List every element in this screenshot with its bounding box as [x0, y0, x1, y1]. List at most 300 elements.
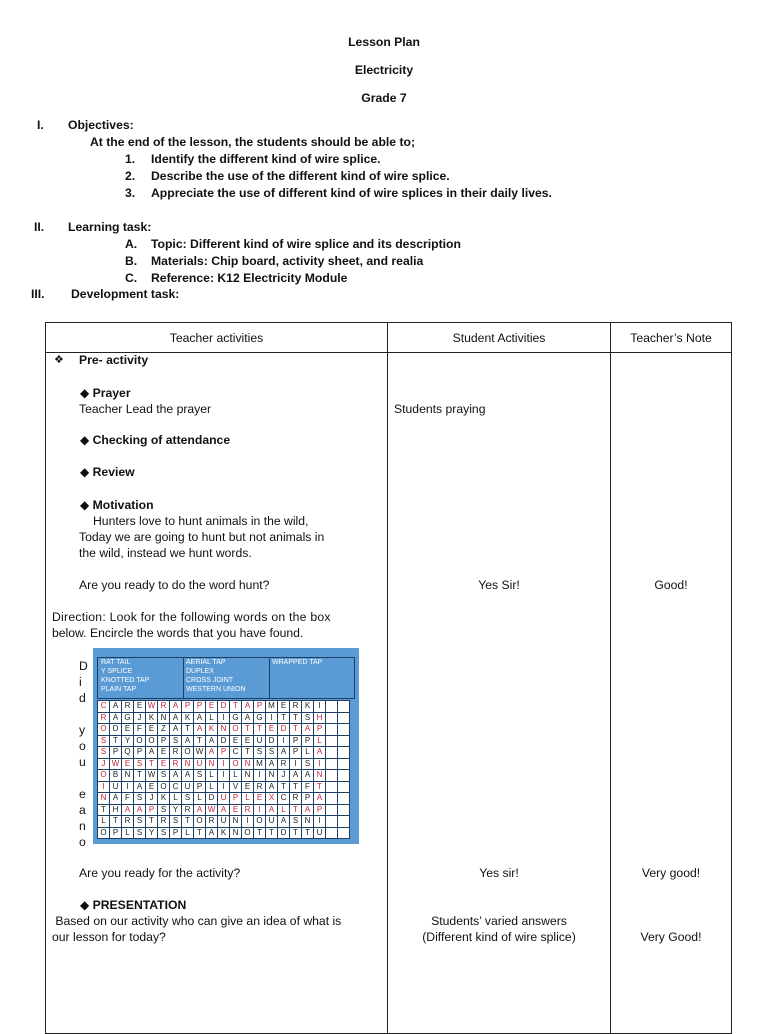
- grid-letter: F: [134, 724, 146, 736]
- grid-letter: L: [278, 805, 290, 817]
- header-teacher-activities: Teacher activities: [46, 323, 388, 353]
- grid-letter: T: [182, 816, 194, 828]
- objective-text: Appreciate the use of different kind of wire splices in their daily lives.: [151, 186, 552, 200]
- grid-letter: R: [170, 759, 182, 771]
- question-word-hunt: Are you ready to do the word hunt?: [79, 578, 270, 592]
- grid-letter: [338, 736, 350, 748]
- grid-letter: C: [98, 701, 110, 713]
- grid-letter: O: [194, 816, 206, 828]
- doc-title: Lesson Plan: [348, 35, 420, 49]
- grid-letter: L: [206, 782, 218, 794]
- grid-letter: R: [98, 713, 110, 725]
- grid-letter: [326, 736, 338, 748]
- grid-letter: [338, 770, 350, 782]
- grid-letter: A: [266, 759, 278, 771]
- grid-letter: C: [230, 747, 242, 759]
- grid-letter: A: [206, 736, 218, 748]
- grid-letter: R: [122, 701, 134, 713]
- grid-letter: O: [158, 782, 170, 794]
- grid-letter: U: [218, 816, 230, 828]
- grid-letter: A: [146, 747, 158, 759]
- diamond-bullet-icon: ◆: [80, 498, 90, 512]
- grid-letter: N: [182, 759, 194, 771]
- grid-letter: L: [194, 793, 206, 805]
- word-list-column: [183, 658, 270, 698]
- grid-letter: E: [158, 759, 170, 771]
- hidden-letter: i: [79, 675, 82, 689]
- grid-letter: A: [242, 713, 254, 725]
- grid-letter: A: [194, 805, 206, 817]
- grid-letter: I: [254, 770, 266, 782]
- learning-item: Topic: Different kind of wire splice and its description: [151, 237, 461, 251]
- diamond-bullet-icon: ◆: [80, 386, 90, 400]
- note-very-good-2: Very Good!: [640, 930, 702, 944]
- grid-letter: R: [122, 816, 134, 828]
- grid-letter: T: [290, 805, 302, 817]
- grid-letter: S: [134, 816, 146, 828]
- grid-letter: A: [182, 770, 194, 782]
- grid-letter: I: [242, 816, 254, 828]
- grid-letter: L: [242, 793, 254, 805]
- grid-letter: [338, 759, 350, 771]
- learning-letter: B.: [125, 254, 138, 268]
- direction-line: below. Encircle the words that you have found.: [52, 626, 304, 640]
- grid-letter: [338, 713, 350, 725]
- word-search-puzzle: [93, 648, 359, 844]
- student-yes-2: Yes sir!: [479, 866, 519, 880]
- grid-letter: [338, 701, 350, 713]
- grid-letter: A: [218, 805, 230, 817]
- grid-letter: U: [110, 782, 122, 794]
- grid-letter: I: [314, 759, 326, 771]
- word-list-column: [269, 658, 354, 698]
- grid-letter: P: [170, 828, 182, 840]
- grid-letter: R: [254, 782, 266, 794]
- grid-letter: T: [290, 782, 302, 794]
- grid-letter: E: [266, 724, 278, 736]
- objectives-intro: At the end of the lesson, the students should be able to;: [90, 135, 416, 149]
- grid-letter: S: [302, 713, 314, 725]
- grid-letter: P: [230, 793, 242, 805]
- grid-letter: T: [110, 816, 122, 828]
- grid-letter: [338, 805, 350, 817]
- grid-letter: O: [254, 816, 266, 828]
- grid-letter: P: [314, 805, 326, 817]
- grid-letter: [326, 701, 338, 713]
- hidden-letter: u: [79, 755, 86, 769]
- grid-letter: N: [218, 724, 230, 736]
- grid-letter: T: [290, 724, 302, 736]
- grid-letter: D: [218, 736, 230, 748]
- grid-letter: S: [158, 828, 170, 840]
- learning-letter: A.: [125, 237, 138, 251]
- grid-letter: C: [170, 782, 182, 794]
- grid-letter: R: [206, 816, 218, 828]
- grid-letter: E: [230, 805, 242, 817]
- grid-letter: [338, 782, 350, 794]
- grid-letter: I: [314, 816, 326, 828]
- grid-letter: M: [266, 701, 278, 713]
- grid-letter: W: [194, 747, 206, 759]
- grid-letter: G: [230, 713, 242, 725]
- grid-letter: O: [242, 828, 254, 840]
- grid-letter: D: [278, 828, 290, 840]
- grid-letter: M: [254, 759, 266, 771]
- grid-letter: S: [194, 770, 206, 782]
- grid-letter: [326, 724, 338, 736]
- grid-letter: R: [158, 701, 170, 713]
- grid-letter: A: [110, 713, 122, 725]
- student-yes-1: Yes Sir!: [478, 578, 520, 592]
- grid-letter: T: [242, 747, 254, 759]
- grid-letter: S: [134, 828, 146, 840]
- grid-letter: I: [290, 759, 302, 771]
- grid-letter: T: [290, 828, 302, 840]
- grid-letter: L: [182, 828, 194, 840]
- grid-letter: N: [314, 770, 326, 782]
- grid-letter: T: [194, 828, 206, 840]
- grid-letter: A: [134, 782, 146, 794]
- grid-letter: T: [134, 770, 146, 782]
- grid-letter: T: [110, 736, 122, 748]
- grid-letter: O: [134, 736, 146, 748]
- grid-letter: S: [158, 770, 170, 782]
- grid-letter: N: [242, 770, 254, 782]
- development-numeral: III.: [31, 287, 45, 301]
- grid-letter: E: [230, 736, 242, 748]
- grid-letter: A: [110, 701, 122, 713]
- grid-letter: Y: [170, 805, 182, 817]
- objective-text: Identify the different kind of wire splice.: [151, 152, 381, 166]
- grid-letter: P: [218, 747, 230, 759]
- grid-letter: I: [218, 770, 230, 782]
- grid-letter: [326, 770, 338, 782]
- grid-letter: T: [146, 759, 158, 771]
- doc-subject: Electricity: [354, 63, 414, 77]
- grid-letter: O: [98, 828, 110, 840]
- grid-letter: D: [266, 736, 278, 748]
- motivation-line: Today we are going to hunt but not animals in: [79, 530, 325, 544]
- hidden-letter: n: [79, 819, 86, 833]
- grid-letter: S: [134, 759, 146, 771]
- grid-letter: J: [146, 793, 158, 805]
- grid-letter: U: [194, 759, 206, 771]
- development-heading: Development task:: [71, 287, 180, 301]
- grid-letter: K: [158, 793, 170, 805]
- grid-letter: A: [170, 713, 182, 725]
- grid-letter: O: [146, 736, 158, 748]
- objective-text: Describe the use of the different kind of wire splice.: [151, 169, 450, 183]
- grid-letter: E: [278, 701, 290, 713]
- grid-letter: Q: [122, 747, 134, 759]
- word-list-item: KNOTTED TAP: [101, 677, 150, 684]
- grid-letter: P: [110, 828, 122, 840]
- word-list-item: Y SPLICE: [101, 668, 133, 675]
- grid-letter: [326, 828, 338, 840]
- grid-letter: [326, 805, 338, 817]
- grid-letter: N: [242, 759, 254, 771]
- grid-letter: T: [242, 724, 254, 736]
- grid-letter: T: [302, 828, 314, 840]
- objectives-heading: Objectives:: [68, 118, 134, 132]
- motivation-line: the wild, instead we hunt words.: [79, 546, 252, 560]
- grid-letter: L: [206, 713, 218, 725]
- grid-letter: E: [242, 782, 254, 794]
- grid-letter: Z: [158, 724, 170, 736]
- grid-letter: I: [98, 782, 110, 794]
- grid-letter: A: [206, 828, 218, 840]
- grid-letter: T: [146, 816, 158, 828]
- word-list-item: AERIAL TAP: [186, 659, 226, 666]
- grid-letter: S: [170, 816, 182, 828]
- objective-num: 2.: [125, 169, 136, 183]
- grid-letter: D: [206, 793, 218, 805]
- grid-letter: T: [254, 724, 266, 736]
- header-teachers-note: Teacher’s Note: [611, 323, 732, 353]
- grid-letter: S: [182, 793, 194, 805]
- grid-letter: K: [146, 713, 158, 725]
- grid-letter: T: [290, 713, 302, 725]
- grid-letter: P: [146, 805, 158, 817]
- grid-letter: O: [98, 724, 110, 736]
- word-list-item: WRAPPED TAP: [272, 659, 323, 666]
- diamond-bullet-icon: ◆: [80, 433, 90, 447]
- prayer-text: Teacher Lead the prayer: [79, 402, 212, 416]
- prayer-heading: Prayer: [92, 386, 131, 400]
- grid-letter: S: [134, 793, 146, 805]
- grid-letter: E: [158, 747, 170, 759]
- grid-letter: A: [182, 736, 194, 748]
- hidden-letter: o: [79, 739, 86, 753]
- grid-letter: N: [302, 816, 314, 828]
- grid-letter: E: [242, 736, 254, 748]
- grid-letter: T: [278, 782, 290, 794]
- grid-letter: [338, 747, 350, 759]
- grid-letter: T: [182, 724, 194, 736]
- grid-letter: A: [266, 805, 278, 817]
- grid-letter: W: [146, 701, 158, 713]
- doc-grade: Grade 7: [361, 91, 407, 105]
- grid-letter: J: [278, 770, 290, 782]
- word-list-item: PLAIN TAP: [101, 686, 137, 693]
- grid-letter: A: [170, 701, 182, 713]
- grid-letter: D: [278, 724, 290, 736]
- attendance-heading: Checking of attendance: [92, 433, 231, 447]
- grid-letter: N: [266, 770, 278, 782]
- grid-letter: N: [230, 816, 242, 828]
- hidden-letter: a: [79, 803, 86, 817]
- grid-letter: W: [146, 770, 158, 782]
- grid-letter: H: [110, 805, 122, 817]
- grid-letter: U: [266, 816, 278, 828]
- grid-letter: A: [302, 770, 314, 782]
- grid-letter: P: [290, 747, 302, 759]
- grid-letter: R: [278, 759, 290, 771]
- grid-letter: A: [302, 805, 314, 817]
- grid-letter: S: [98, 747, 110, 759]
- learning-item: Reference: K12 Electricity Module: [151, 271, 348, 285]
- grid-letter: W: [110, 759, 122, 771]
- word-list-column: [98, 658, 184, 698]
- grid-letter: R: [158, 816, 170, 828]
- grid-letter: R: [290, 793, 302, 805]
- grid-letter: D: [218, 701, 230, 713]
- grid-letter: I: [314, 701, 326, 713]
- grid-letter: D: [110, 724, 122, 736]
- grid-letter: A: [278, 747, 290, 759]
- grid-letter: G: [122, 713, 134, 725]
- grid-letter: N: [158, 713, 170, 725]
- grid-letter: E: [146, 724, 158, 736]
- grid-letter: Y: [122, 736, 134, 748]
- grid-letter: [338, 793, 350, 805]
- grid-letter: O: [98, 770, 110, 782]
- grid-letter: P: [314, 724, 326, 736]
- grid-letter: A: [278, 816, 290, 828]
- grid-letter: A: [242, 701, 254, 713]
- grid-letter: A: [266, 782, 278, 794]
- grid-letter: [326, 816, 338, 828]
- motivation-line: Hunters love to hunt animals in the wild,: [93, 514, 309, 528]
- grid-letter: K: [302, 701, 314, 713]
- learning-letter: C.: [125, 271, 138, 285]
- grid-letter: N: [230, 828, 242, 840]
- grid-letter: A: [314, 793, 326, 805]
- presentation-heading: PRESENTATION: [92, 898, 187, 912]
- grid-letter: O: [182, 747, 194, 759]
- grid-letter: P: [158, 736, 170, 748]
- grid-letter: O: [230, 759, 242, 771]
- learning-heading: Learning task:: [68, 220, 152, 234]
- grid-letter: [326, 759, 338, 771]
- word-list-item: WESTERN UNION: [186, 686, 246, 693]
- grid-letter: A: [314, 747, 326, 759]
- grid-letter: N: [98, 793, 110, 805]
- grid-letter: A: [122, 805, 134, 817]
- grid-letter: S: [290, 816, 302, 828]
- diamond-bullet-icon: ◆: [80, 465, 90, 479]
- presentation-line: our lesson for today?: [52, 930, 166, 944]
- grid-letter: N: [122, 770, 134, 782]
- hidden-letter: D: [79, 659, 88, 673]
- diamond-bullet-icon: ◆: [80, 898, 90, 912]
- grid-letter: U: [182, 782, 194, 794]
- grid-letter: U: [254, 736, 266, 748]
- grid-letter: P: [194, 782, 206, 794]
- student-varied-answers: Students’ varied answers: [431, 914, 567, 928]
- grid-letter: O: [230, 724, 242, 736]
- four-diamond-bullet-icon: ❖: [54, 354, 64, 366]
- grid-letter: F: [122, 793, 134, 805]
- grid-letter: U: [218, 793, 230, 805]
- grid-letter: L: [302, 747, 314, 759]
- grid-letter: E: [206, 701, 218, 713]
- grid-letter: P: [302, 736, 314, 748]
- motivation-heading: Motivation: [92, 498, 154, 512]
- grid-letter: Y: [146, 828, 158, 840]
- grid-letter: T: [314, 782, 326, 794]
- grid-letter: S: [158, 805, 170, 817]
- grid-letter: A: [302, 724, 314, 736]
- grid-letter: A: [194, 724, 206, 736]
- grid-letter: B: [110, 770, 122, 782]
- grid-letter: E: [122, 724, 134, 736]
- grid-letter: S: [302, 759, 314, 771]
- grid-letter: I: [278, 736, 290, 748]
- grid-letter: E: [146, 782, 158, 794]
- header-student-activities: Student Activities: [388, 323, 611, 353]
- grid-letter: P: [134, 747, 146, 759]
- objective-num: 1.: [125, 152, 136, 166]
- grid-letter: N: [206, 759, 218, 771]
- grid-letter: I: [218, 782, 230, 794]
- grid-letter: P: [254, 701, 266, 713]
- grid-letter: T: [230, 701, 242, 713]
- hidden-letter: y: [79, 723, 86, 737]
- grid-letter: R: [182, 805, 194, 817]
- grid-letter: [326, 782, 338, 794]
- grid-letter: A: [170, 724, 182, 736]
- grid-letter: I: [254, 805, 266, 817]
- grid-letter: P: [182, 701, 194, 713]
- learning-item: Materials: Chip board, activity sheet, and realia: [151, 254, 424, 268]
- student-varied-answers-detail: (Different kind of wire splice): [422, 930, 576, 944]
- grid-letter: A: [290, 770, 302, 782]
- grid-letter: E: [122, 759, 134, 771]
- pre-activity-heading: Pre- activity: [79, 353, 149, 367]
- grid-letter: S: [170, 736, 182, 748]
- grid-letter: [338, 724, 350, 736]
- objective-num: 3.: [125, 186, 136, 200]
- grid-letter: [326, 713, 338, 725]
- grid-letter: A: [134, 805, 146, 817]
- presentation-line: Based on our activity who can give an idea of what is: [52, 914, 342, 928]
- hidden-letter: d: [79, 691, 86, 705]
- grid-letter: A: [170, 770, 182, 782]
- grid-letter: T: [194, 736, 206, 748]
- grid-letter: H: [314, 713, 326, 725]
- word-list-item: DUPLEX: [186, 668, 215, 675]
- objectives-numeral: I.: [37, 118, 44, 132]
- grid-letter: I: [218, 759, 230, 771]
- hidden-letter: e: [79, 787, 86, 801]
- grid-letter: U: [314, 828, 326, 840]
- grid-letter: K: [218, 828, 230, 840]
- grid-letter: F: [302, 782, 314, 794]
- grid-letter: A: [110, 793, 122, 805]
- letter-grid: [97, 700, 350, 839]
- review-heading: Review: [92, 465, 135, 479]
- note-very-good: Very good!: [641, 866, 701, 880]
- word-list-item: RAT TAIL: [101, 659, 131, 666]
- grid-letter: L: [314, 736, 326, 748]
- grid-letter: K: [182, 713, 194, 725]
- grid-letter: T: [278, 713, 290, 725]
- grid-letter: J: [98, 759, 110, 771]
- grid-letter: I: [218, 713, 230, 725]
- grid-letter: W: [206, 805, 218, 817]
- grid-letter: [326, 793, 338, 805]
- grid-letter: P: [302, 793, 314, 805]
- grid-letter: P: [194, 701, 206, 713]
- note-good: Good!: [654, 578, 688, 592]
- student-praying: Students praying: [394, 402, 486, 416]
- grid-letter: A: [194, 713, 206, 725]
- grid-letter: E: [254, 793, 266, 805]
- grid-letter: C: [278, 793, 290, 805]
- grid-letter: [338, 828, 350, 840]
- hidden-letter: o: [79, 835, 86, 849]
